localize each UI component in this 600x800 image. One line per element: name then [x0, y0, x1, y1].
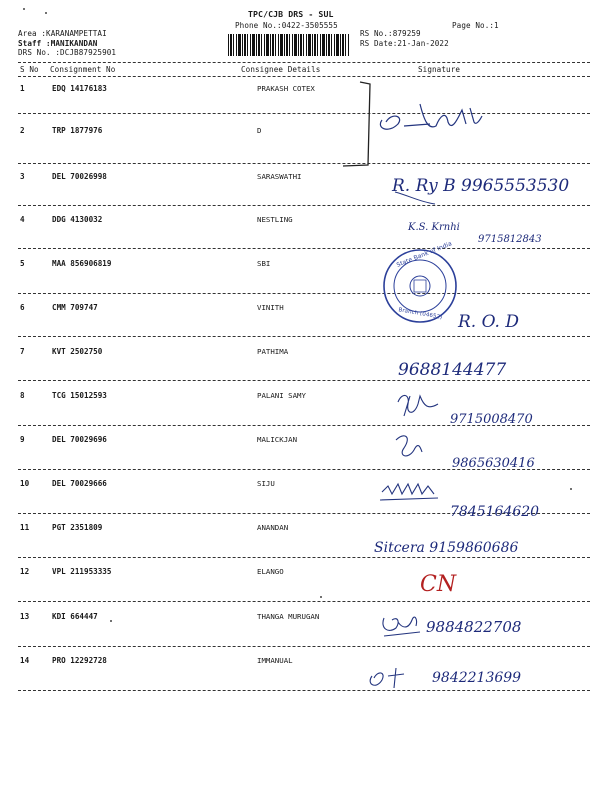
row-sno: 2	[20, 126, 25, 135]
row-consignee: PRAKASH COTEX	[257, 84, 315, 93]
row-sno: 11	[20, 523, 30, 532]
row-sno: 13	[20, 612, 30, 621]
phone-number: Phone No.:0422-3505555	[235, 21, 338, 30]
handwritten-row-11: Sitcera 9159860686	[374, 540, 519, 556]
handwritten-row-4-phone: 9715812843	[478, 234, 542, 245]
staff-label: Staff :MANIKANDAN	[18, 39, 98, 48]
row-sno: 8	[20, 391, 25, 400]
col-consignment: Consignment No	[50, 65, 116, 74]
row-consignee: THANGA MURUGAN	[257, 612, 320, 621]
row-consignment: PRO 12292728	[52, 656, 107, 665]
handwritten-row-6: R. O. D	[458, 312, 519, 332]
row-sno: 4	[20, 215, 25, 224]
row-consignee: D	[257, 126, 262, 135]
row-consignee: SIJU	[257, 479, 275, 488]
page-number: Page No.:1	[452, 21, 499, 30]
drs-number: DRS No. :DCJB87925901	[18, 48, 117, 57]
row-consignee: PATHIMA	[257, 347, 289, 356]
row-consignment: DDG 4130032	[52, 215, 103, 224]
rs-number: RS No.:879259	[360, 29, 421, 38]
document-title: TPC/CJB DRS - SUL	[248, 9, 334, 19]
row-consignee: SBI	[257, 259, 271, 268]
row-consignment: DEL 70026998	[52, 172, 107, 181]
stamp-bank-name: State Bank of India	[395, 240, 454, 269]
row-consignment: DEL 70029666	[52, 479, 107, 488]
handwritten-row-13: 9884822708	[426, 618, 522, 636]
row-consignee: ELANGO	[257, 567, 284, 576]
area-label: Area :KARANAMPETTAI	[18, 29, 107, 38]
row-consignment: DEL 70029696	[52, 435, 107, 444]
row-sno: 7	[20, 347, 25, 356]
row-consignment: CMM 709747	[52, 303, 98, 312]
handwritten-row-10: 7845164620	[450, 504, 540, 520]
signature-scribble-9	[396, 436, 422, 456]
handwritten-row-8: 9715008470	[450, 412, 533, 427]
signature-scribble-14	[370, 668, 404, 688]
col-signature: Signature	[418, 65, 461, 74]
row-sno: 10	[20, 479, 30, 488]
row-consignment: TRP 1877976	[52, 126, 103, 135]
handwritten-row-9: 9865630416	[452, 456, 535, 471]
handwritten-row-12-cn: CN	[420, 572, 457, 597]
row-consignee: MALICKJAN	[257, 435, 298, 444]
scan-speck	[45, 12, 47, 14]
signature-scribble-8	[398, 395, 438, 416]
signature-scribble-10	[380, 484, 438, 500]
bracket-mark	[343, 82, 370, 166]
row-consignee: NESTLING	[257, 215, 293, 224]
row-consignee: VINITH	[257, 303, 284, 312]
row-sno: 14	[20, 656, 30, 665]
signature-scribble-1	[380, 104, 482, 129]
row-consignment: MAA 856906819	[52, 259, 112, 268]
handwritten-row-14: 9842213699	[432, 670, 522, 686]
row-consignment: EDQ 14176183	[52, 84, 107, 93]
handwritten-row-4-name: K.S. Krnhi	[408, 222, 460, 233]
row-sno: 12	[20, 567, 30, 576]
row-sno: 3	[20, 172, 25, 181]
row-consignee: SARASWATHI	[257, 172, 302, 181]
row-consignee: PALANI SAMY	[257, 391, 306, 400]
scan-speck	[110, 620, 112, 622]
row-consignment: KDI 664447	[52, 612, 98, 621]
col-consignee: Consignee Details	[241, 65, 321, 74]
scan-speck	[320, 596, 322, 598]
row-consignment: VPL 211953335	[52, 567, 112, 576]
row-consignment: KVT 2502750	[52, 347, 103, 356]
row-sno: 6	[20, 303, 25, 312]
handwritten-row-7: 9688144477	[398, 360, 507, 380]
row-consignee: ANANDAN	[257, 523, 289, 532]
row-sno: 5	[20, 259, 25, 268]
stamp-branch: Branch (04652)	[397, 307, 443, 321]
signature-scribble-13	[383, 617, 420, 636]
row-consignment: TCG 15012593	[52, 391, 107, 400]
rs-date: RS Date:21-Jan-2022	[360, 39, 449, 48]
scan-speck	[23, 8, 25, 10]
row-consignment: PGT 2351809	[52, 523, 103, 532]
row-sno: 1	[20, 84, 25, 93]
row-consignee: IMMANUAL	[257, 656, 293, 665]
row-sno: 9	[20, 435, 25, 444]
handwritten-row-3: R. Ry B 9965553530	[392, 176, 570, 196]
scan-speck	[570, 488, 572, 490]
col-sno: S No	[20, 65, 39, 74]
